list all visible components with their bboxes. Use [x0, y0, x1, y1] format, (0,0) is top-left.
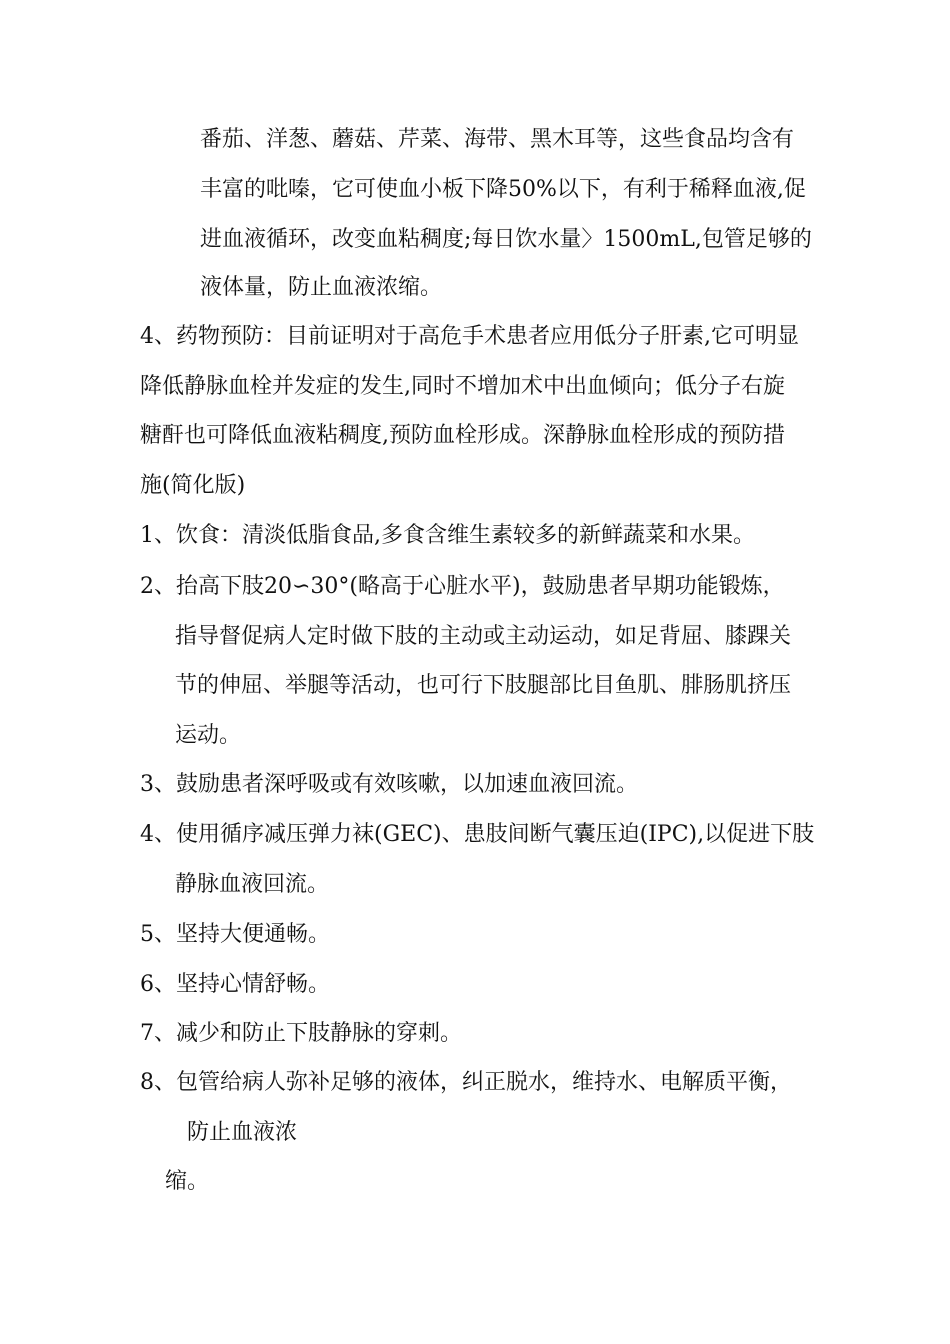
text-line: 防止血液浓 — [187, 1120, 298, 1145]
text-line: 缩。 — [165, 1169, 210, 1194]
list-item: 4、使用循序减压弹力袜(GEC)、患肢间断气囊压迫(IPC),以促进下肢 — [140, 822, 815, 847]
list-item: 1、饮食：清淡低脂食品,多食含维生素较多的新鲜蔬菜和水果。 — [140, 523, 755, 548]
text-line: 施(简化版) — [140, 473, 246, 498]
text-line: 运动。 — [175, 723, 242, 748]
text-line: 降低静脉血栓并发症的发生,同时不增加术中出血倾向；低分子右旋 — [140, 374, 785, 399]
list-item: 7、减少和防止下肢静脉的穿刺。 — [140, 1021, 462, 1046]
text-line: 静脉血液回流。 — [175, 872, 330, 897]
list-item-heading: 4、药物预防：目前证明对于高危手术患者应用低分子肝素,它可明显 — [140, 324, 799, 349]
list-item: 3、鼓励患者深呼吸或有效咳嗽，以加速血液回流。 — [140, 772, 638, 797]
text-line: 番茄、洋葱、蘑菇、芹菜、海带、黑木耳等，这些食品均含有 — [200, 127, 795, 152]
text-line: 丰富的吡嗪，它可使血小板下降50%以下，有利于稀释血液,促 — [200, 177, 806, 202]
text-line: 进血液循环，改变血粘稠度;每日饮水量〉1500mL,包管足够的 — [200, 227, 812, 252]
list-item: 8、包管给病人弥补足够的液体，纠正脱水，维持水、电解质平衡， — [140, 1070, 792, 1095]
list-item: 2、抬高下肢20∽30°(略高于心脏水平)，鼓励患者早期功能锻炼， — [140, 574, 785, 599]
list-item: 6、坚持心情舒畅。 — [140, 972, 330, 997]
list-item: 5、坚持大便通畅。 — [140, 922, 330, 947]
text-line: 液体量，防止血液浓缩。 — [200, 275, 443, 300]
text-line: 节的伸屈、举腿等活动，也可行下肢腿部比目鱼肌、腓肠肌挤压 — [175, 673, 792, 698]
text-line: 指导督促病人定时做下肢的主动或主动运动，如足背屈、膝踝关 — [175, 624, 792, 649]
text-line: 糖酐也可降低血液粘稠度,预防血栓形成。深静脉血栓形成的预防措 — [140, 423, 785, 448]
